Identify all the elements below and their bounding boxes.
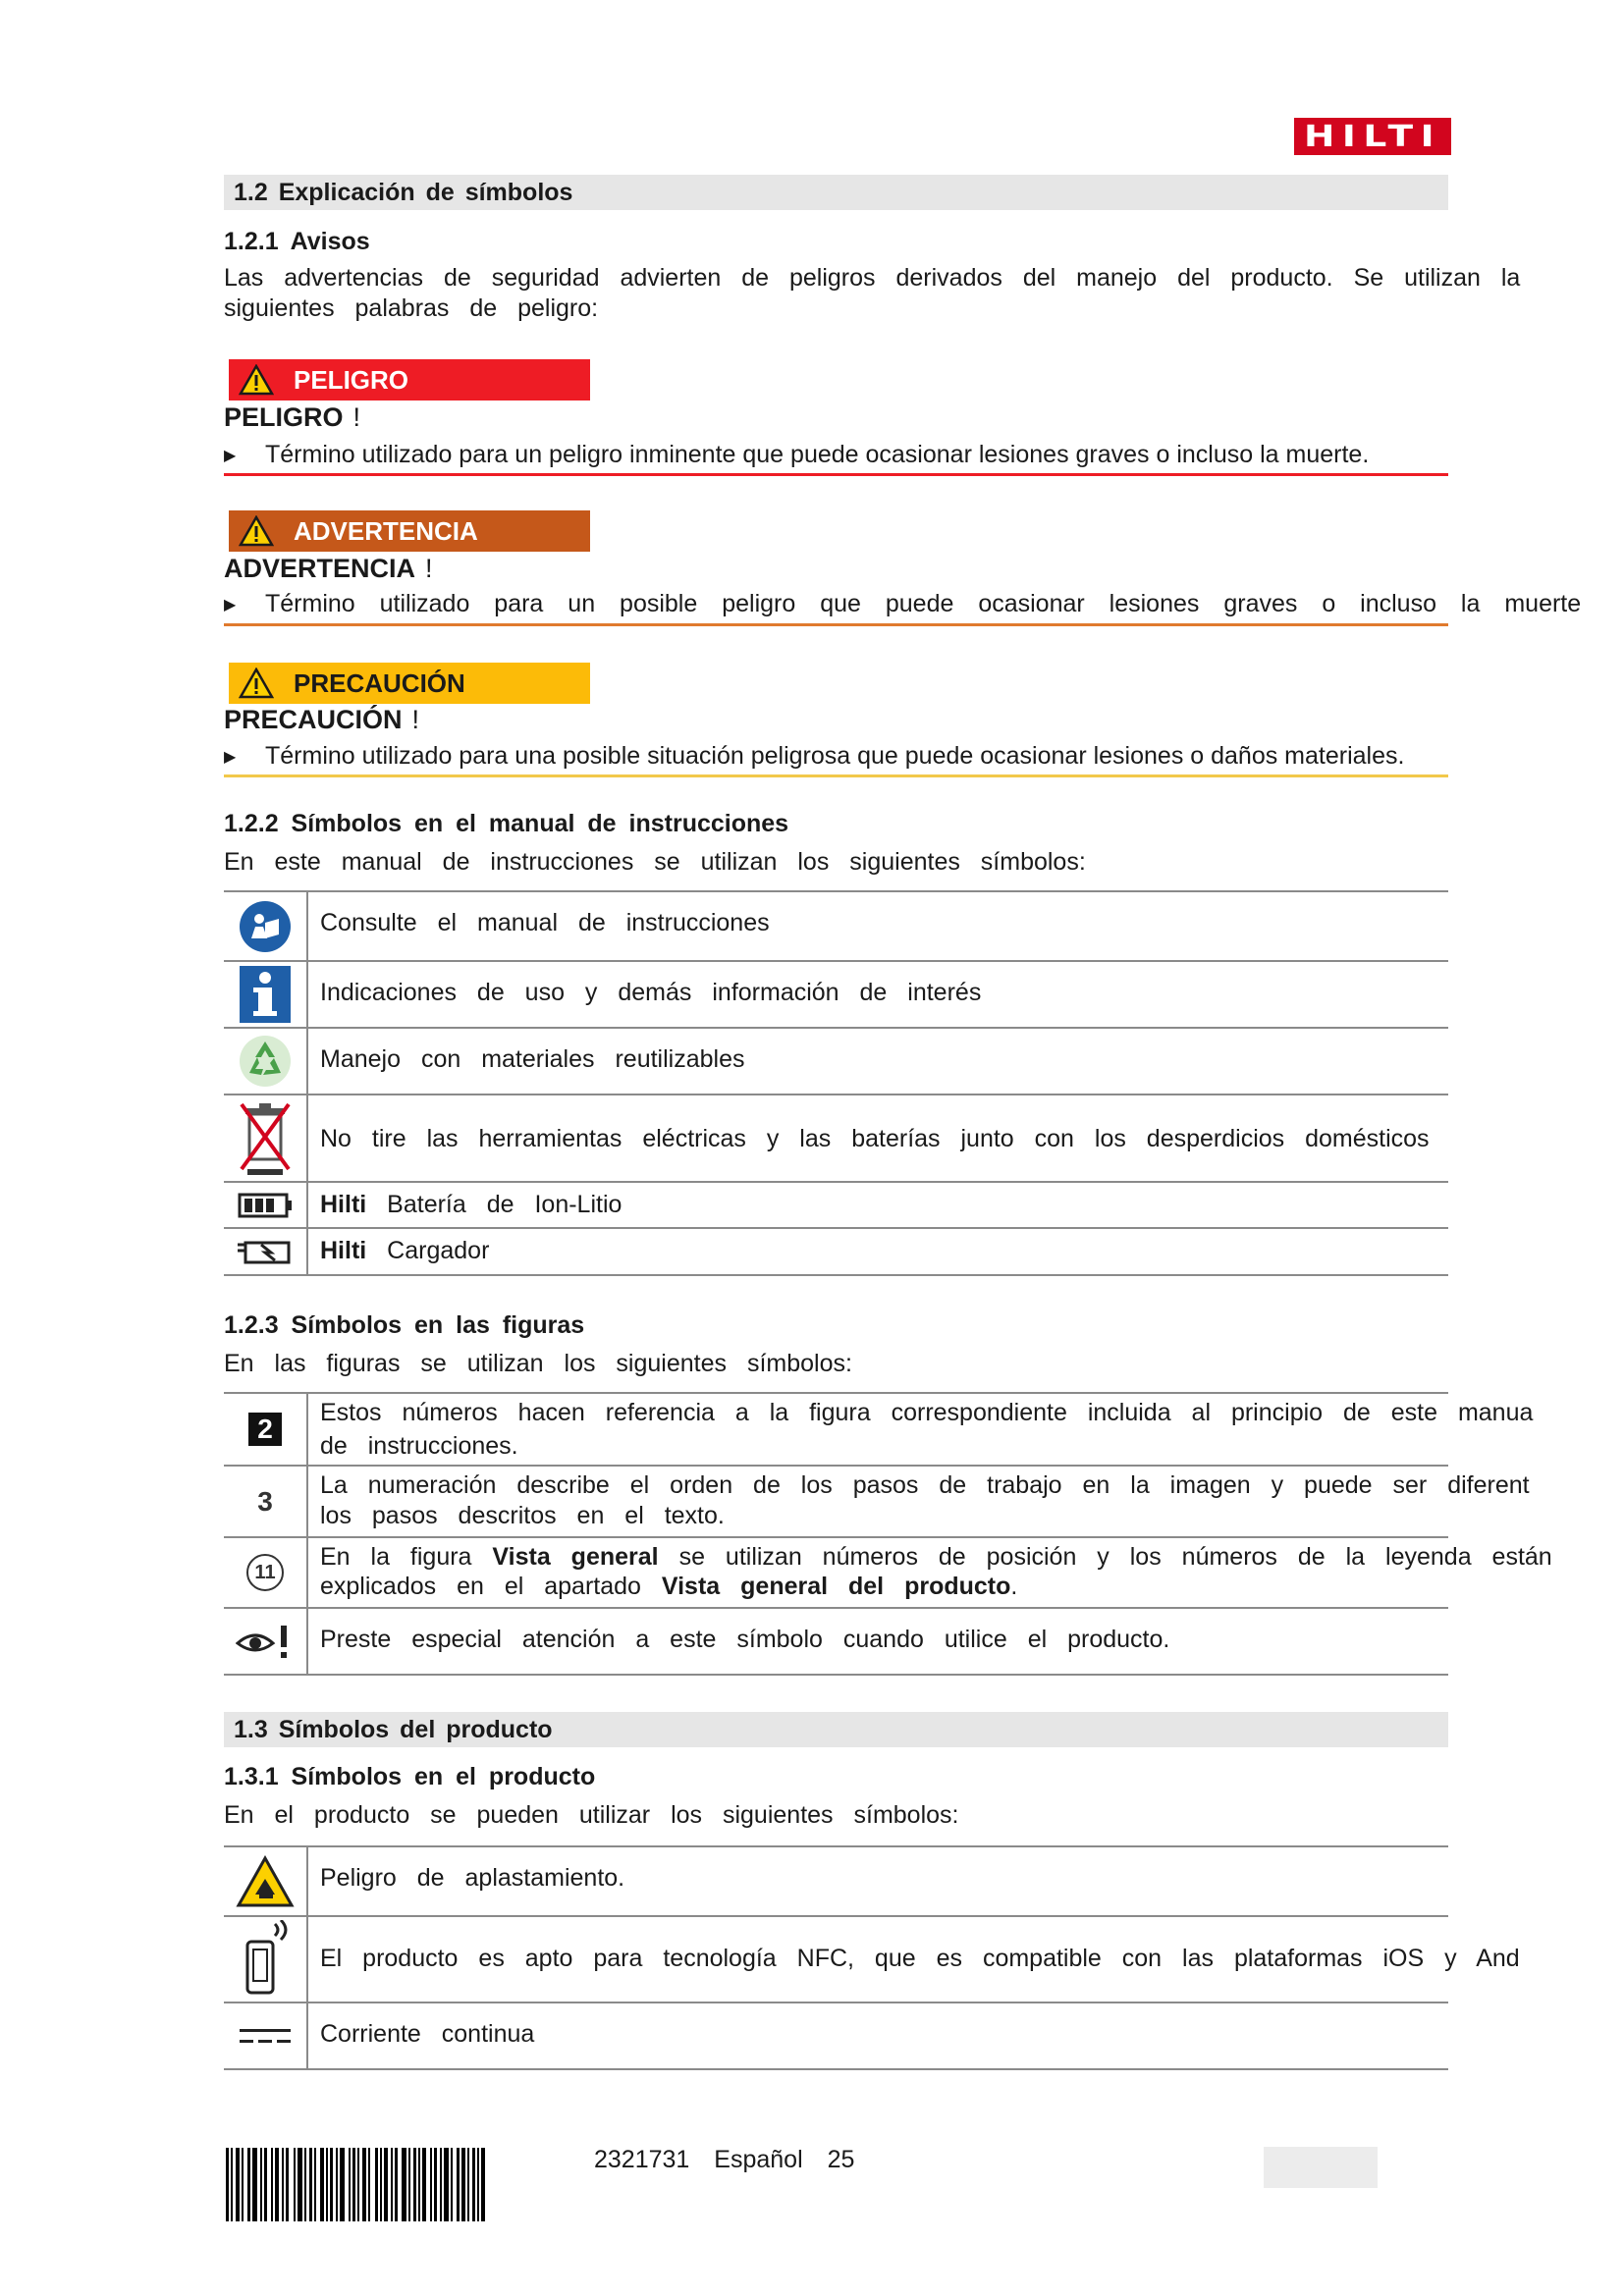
section-1-2-title: 1.2 Explicación de símbolos xyxy=(224,175,1448,210)
table-row: Corriente continua xyxy=(320,2020,535,2048)
table-column-rule xyxy=(306,1845,308,2070)
step-number-icon: 3 xyxy=(257,1485,273,1517)
advertencia-badge: ADVERTENCIA xyxy=(229,510,590,552)
read-manual-icon xyxy=(226,892,304,960)
table-row-line: En la figura Vista general se utilizan números de posición y los números de la leyenda están xyxy=(320,1543,1552,1571)
table-rule xyxy=(224,1465,1448,1467)
hilti-logo: HILTI xyxy=(1294,118,1451,155)
table-row: No tire las herramientas eléctricas y las baterías junto con los desperdicios domésticos xyxy=(320,1125,1430,1152)
table-row-line: Estos números hacen referencia a la figura correspondiente incluida al principio de este manua xyxy=(320,1399,1534,1426)
recycle-icon xyxy=(226,1029,304,1094)
info-icon xyxy=(226,962,304,1027)
table-row: Manejo con materiales reutilizables xyxy=(320,1045,745,1073)
bullet-arrow-icon: ▶ xyxy=(224,749,237,767)
subsection-1-2-2-title: 1.2.2 Símbolos en el manual de instrucciones xyxy=(224,810,789,837)
table-rule xyxy=(224,890,1448,892)
table-row: Consulte el manual de instrucciones xyxy=(320,909,770,936)
precaucion-badge: PRECAUCIÓN xyxy=(229,663,590,704)
table-rule xyxy=(224,1227,1448,1229)
footer-grey-box xyxy=(1264,2147,1378,2188)
footer-code: 2321731 Español 25 xyxy=(594,2146,855,2173)
table-row: Indicaciones de uso y demás información de interés xyxy=(320,979,982,1006)
peligro-underline xyxy=(224,473,1448,476)
figure-number-icon: 2 xyxy=(226,1394,304,1465)
figure-symbols-intro: En las figuras se utilizan los siguientes símbolos: xyxy=(224,1350,852,1377)
precaucion-title: PRECAUCIÓN ! xyxy=(224,705,420,734)
barcode xyxy=(226,2148,562,2221)
table-row: Hilti Batería de Ion-Litio xyxy=(320,1191,623,1218)
subsection-1-3-1-title: 1.3.1 Símbolos en el producto xyxy=(224,1763,596,1790)
crossed-bin-icon xyxy=(226,1095,304,1181)
nfc-phone-icon xyxy=(226,1917,304,2002)
bullet-arrow-icon: ▶ xyxy=(224,448,237,465)
table-rule xyxy=(224,1181,1448,1183)
warning-triangle-icon xyxy=(239,667,274,699)
precaucion-text: ▶ Término utilizado para una posible situación peligrosa que puede ocasionar lesiones o daños materiales. xyxy=(224,742,1405,770)
table-rule xyxy=(224,1027,1448,1029)
table-row-line: los pasos descritos en el texto. xyxy=(320,1502,725,1529)
peligro-badge: PELIGRO xyxy=(229,359,590,400)
avisos-paragraph-line-2: siguientes palabras de peligro: xyxy=(224,294,599,322)
manual-symbols-intro: En este manual de instrucciones se utilizan los siguientes símbolos: xyxy=(224,848,1086,876)
precaucion-underline xyxy=(224,774,1448,777)
table-row: Hilti Cargador xyxy=(320,1237,490,1264)
advertencia-text: ▶ Término utilizado para un posible peligro que puede ocasionar lesiones graves o incluso la muerte xyxy=(224,590,1582,617)
crush-hazard-icon xyxy=(226,1847,304,1915)
table-row-line: de instrucciones. xyxy=(320,1432,518,1460)
table-column-rule xyxy=(306,890,308,1276)
table-rule xyxy=(224,2068,1448,2070)
avisos-paragraph-line-1: Las advertencias de seguridad advierten de peligros derivados del manejo del producto. Se utilizan la xyxy=(224,264,1521,292)
table-row-line: La numeración describe el orden de los pasos de trabajo en la imagen y puede ser diferent xyxy=(320,1471,1530,1499)
table-rule xyxy=(224,1915,1448,1917)
table-rule xyxy=(224,1536,1448,1538)
position-number-icon: 11 xyxy=(226,1538,304,1607)
direct-current-icon xyxy=(226,2003,304,2068)
section-1-3-title: 1.3 Símbolos del producto xyxy=(224,1712,1448,1747)
charger-icon xyxy=(226,1229,304,1274)
table-rule xyxy=(224,1845,1448,1847)
table-row-line: explicados en el apartado Vista general del producto. xyxy=(320,1573,1018,1600)
table-row: Peligro de aplastamiento. xyxy=(320,1864,625,1892)
warning-triangle-icon xyxy=(239,515,274,547)
peligro-text: ▶ Término utilizado para un peligro inminente que puede ocasionar lesiones graves o incluso la muerte. xyxy=(224,441,1370,468)
table-row: Preste especial atención a este símbolo cuando utilice el producto. xyxy=(320,1626,1170,1653)
advertencia-title: ADVERTENCIA ! xyxy=(224,554,433,583)
table-rule xyxy=(224,1607,1448,1609)
advertencia-underline xyxy=(224,623,1448,626)
table-rule xyxy=(224,1274,1448,1276)
attention-eye-icon xyxy=(226,1609,304,1674)
table-rule xyxy=(224,1674,1448,1676)
table-rule xyxy=(224,1094,1448,1095)
subsection-1-2-3-title: 1.2.3 Símbolos en las figuras xyxy=(224,1311,585,1339)
bullet-arrow-icon: ▶ xyxy=(224,597,237,614)
battery-icon xyxy=(226,1183,304,1227)
subsection-1-2-1-title: 1.2.1 Avisos xyxy=(224,228,370,255)
table-column-rule xyxy=(306,1392,308,1676)
table-rule xyxy=(224,1392,1448,1394)
table-row: El producto es apto para tecnología NFC, que es compatible con las plataformas iOS y And xyxy=(320,1945,1520,1972)
peligro-title: PELIGRO ! xyxy=(224,402,361,432)
table-rule xyxy=(224,2002,1448,2003)
table-rule xyxy=(224,960,1448,962)
product-symbols-intro: En el producto se pueden utilizar los siguientes símbolos: xyxy=(224,1801,959,1829)
warning-triangle-icon xyxy=(239,364,274,396)
